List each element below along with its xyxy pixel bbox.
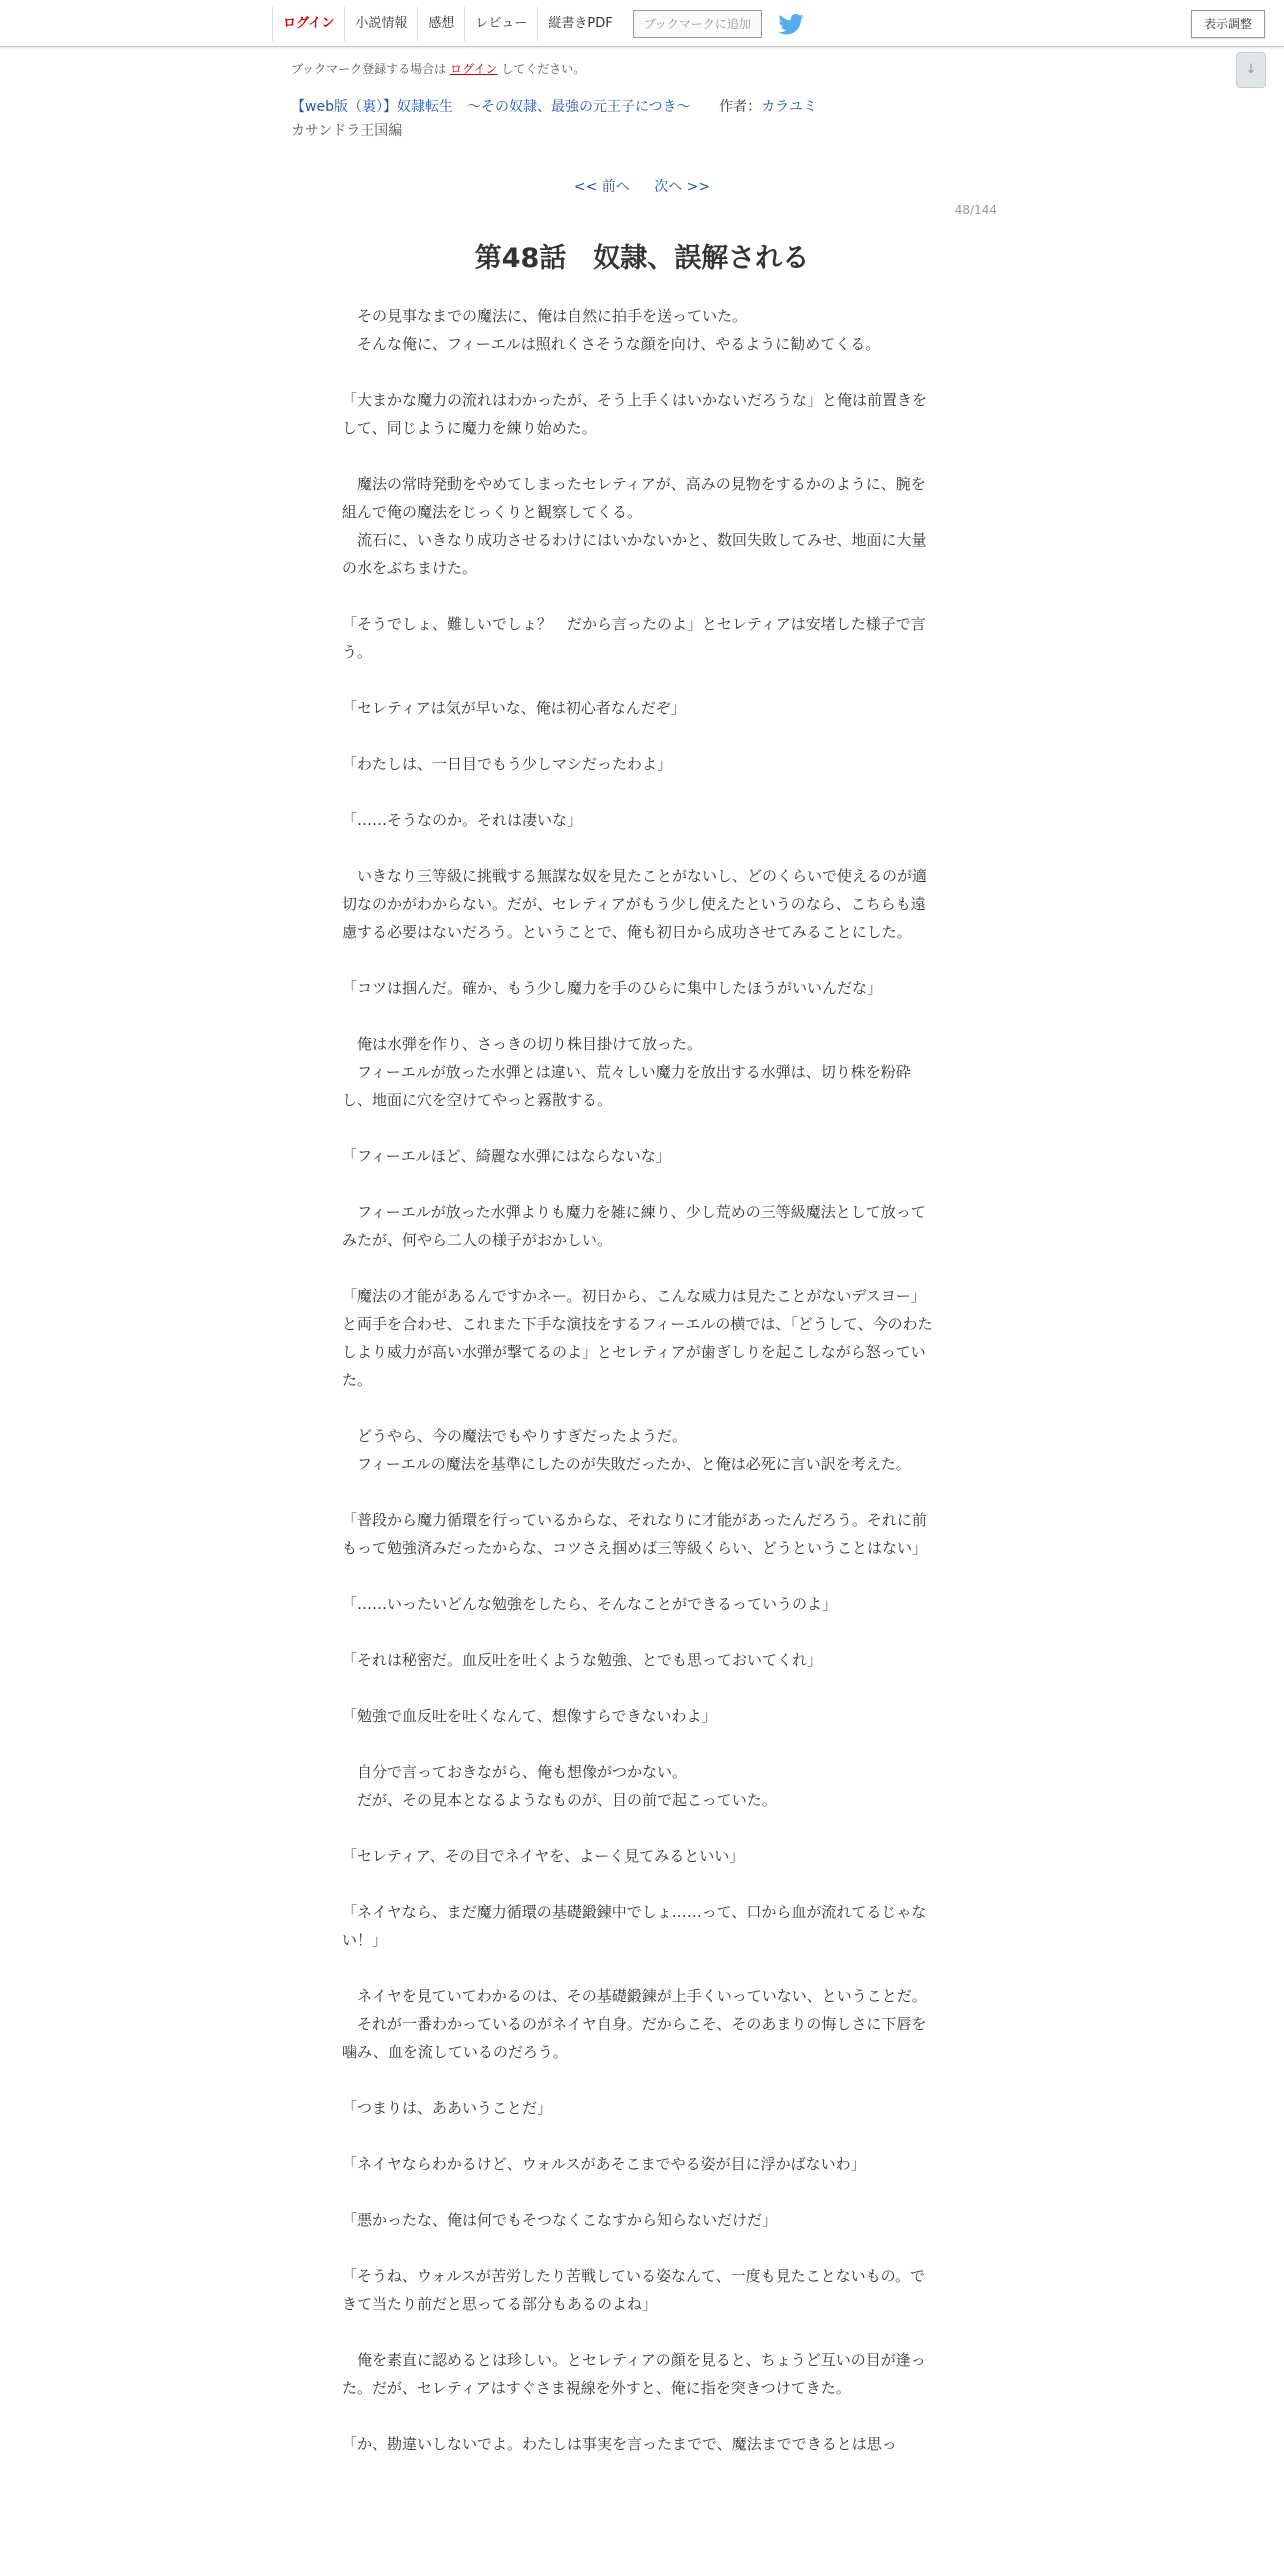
body-line: 「そうでしょ、難しいでしょ？ だから言ったのよ」とセレティアは安堵した様子で言う。	[342, 615, 926, 661]
nav-login-link[interactable]: ログイン	[272, 7, 344, 41]
prev-page-link[interactable]: << 前へ	[573, 179, 630, 195]
body-line: そんな俺に、フィーエルは照れくさそうな顔を向け、やるように勧めてくる。	[342, 335, 881, 353]
body-paragraph	[342, 1842, 938, 1870]
body-line: 「コツは掴んだ。確か、もう少し魔力を手のひらに集中したほうがいいんだな」	[342, 979, 883, 997]
body-line: 「魔法の才能があるんですかネー。初日から、こんな威力は見たことがないデスヨー」と両手を合わせ、これまた下手な演技をするフィーエルの横では、「どうして、今のわたしより威力が高い水弾が撃てるのよ」とセレティアが歯ぎしりを起こしながら怒っていた。	[342, 1287, 933, 1389]
body-line: 「セレティア、その目でネイヤを、よーく見てみるといい」	[342, 1847, 745, 1865]
top-bar	[0, 0, 1284, 47]
body-line: いきなり三等級に挑戦する無謀な奴を見たことがないし、どのくらいで使えるのが適切なのかがわからない。だが、セレティアがもう少し使えたというのなら、こちらも遠慮する必要はないだろう。ということで、俺も初日から成功させてみることにした。	[342, 867, 928, 941]
series-info	[291, 96, 817, 116]
global-nav	[272, 6, 804, 42]
scroll-down-icon[interactable]: ↓	[1236, 52, 1266, 88]
novel-body	[342, 302, 938, 2486]
body-paragraph	[342, 1198, 938, 1254]
body-paragraph	[342, 2206, 938, 2234]
login-notice-text-after: してください。	[501, 62, 586, 76]
series-title-link[interactable]: 【web版（裏）】奴隷転生 ～その奴隷、最強の元王子につき～	[291, 99, 691, 115]
author-link[interactable]: カラユミ	[761, 99, 818, 115]
author-label: 作者：	[719, 99, 762, 115]
body-paragraph	[342, 1758, 938, 1814]
body-paragraph	[342, 2150, 938, 2178]
login-notice	[291, 60, 585, 77]
body-line: だが、その見本となるようなものが、目の前で起こっていた。	[342, 1791, 777, 1809]
chapter-title: 第48話 奴隷、誤解される	[474, 243, 810, 274]
body-paragraph	[342, 1422, 938, 1478]
twitter-icon[interactable]	[778, 13, 804, 35]
body-paragraph	[342, 1282, 938, 1394]
chapter-group-title: カサンドラ王国編	[291, 123, 403, 139]
body-paragraph	[342, 386, 938, 442]
nav-vertical-pdf-link[interactable]: 縦書きPDF	[537, 7, 622, 41]
body-line: 自分で言っておきながら、俺も想像がつかない。	[342, 1763, 688, 1781]
body-line: 「普段から魔力循環を行っているからな、それなりに才能があったんだろう。それに前もって勉強済みだったからな、コツさえ掴めば三等級くらい、どうということはない」	[342, 1511, 928, 1557]
next-page-link[interactable]: 次へ >>	[654, 179, 711, 195]
pager	[0, 176, 1284, 196]
body-line: 「……そうなのか。それは凄いな」	[342, 811, 583, 829]
body-paragraph	[342, 1982, 938, 2066]
body-line: 「大まかな魔力の流れはわかったが、そう上手くはいかないだろうな」と俺は前置きをして、同じように魔力を練り始めた。	[342, 391, 928, 437]
login-notice-text: ブックマーク登録する場合は	[291, 62, 447, 76]
body-paragraph	[342, 1142, 938, 1170]
body-line: 「勉強で血反吐を吐くなんて、想像すらできないわよ」	[342, 1707, 717, 1725]
body-line: 「か、勘違いしないでよ。わたしは事実を言ったまでで、魔法までできるとは思っ	[342, 2435, 897, 2453]
add-bookmark-button[interactable]: ブックマークに追加	[633, 10, 762, 38]
body-line: フィーエルが放った水弾よりも魔力を雑に練り、少し荒めの三等級魔法として放ってみたが、何やら二人の様子がおかしい。	[342, 1203, 926, 1249]
body-paragraph	[342, 1646, 938, 1674]
body-line: 「フィーエルほど、綺麗な水弾にはならないな」	[342, 1147, 671, 1165]
body-paragraph	[342, 2094, 938, 2122]
body-line: それが一番わかっているのがネイヤ自身。だからこそ、そのあまりの悔しさに下唇を噛み、血を流しているのだろう。	[342, 2015, 927, 2061]
body-paragraph	[342, 470, 938, 582]
body-line: 「そうね、ウォルスが苦労したり苦戦している姿なんて、一度も見たことないもの。できて当たり前だと思ってる部分もあるのよね」	[342, 2267, 926, 2313]
body-line: ネイヤを見ていてわかるのは、その基礎鍛錬が上手くいっていない、ということだ。	[342, 1987, 927, 2005]
body-paragraph	[342, 862, 938, 946]
body-line: どうやら、今の魔法でもやりすぎだったようだ。	[342, 1427, 688, 1445]
body-line: 「……いったいどんな勉強をしたら、そんなことができるっていうのよ」	[342, 1595, 838, 1613]
body-line: 魔法の常時発動をやめてしまったセレティアが、高みの見物をするかのように、腕を組んで俺の魔法をじっくりと観察してくる。	[342, 475, 926, 521]
body-paragraph	[342, 1702, 938, 1730]
body-paragraph	[342, 974, 938, 1002]
body-paragraph	[342, 2262, 938, 2318]
nav-impressions-link[interactable]: 感想	[417, 7, 464, 41]
body-line: フィーエルの魔法を基準にしたのが失敗だったか、と俺は必死に言い訳を考えた。	[342, 1455, 911, 1473]
body-line: 流石に、いきなり成功させるわけにはいかないかと、数回失敗してみせ、地面に大量の水をぶちまけた。	[342, 531, 927, 577]
body-line: 俺を素直に認めるとは珍しい。とセレティアの顔を見ると、ちょうど互いの目が逢った。だが、セレティアはすぐさま視線を外すと、俺に指を突きつけてきた。	[342, 2351, 926, 2397]
body-paragraph	[342, 1506, 938, 1562]
display-settings-button[interactable]: 表示調整	[1191, 10, 1265, 38]
body-paragraph	[342, 806, 938, 834]
body-line: 「セレティアは気が早いな、俺は初心者なんだぞ」	[342, 699, 686, 717]
body-line: 「つまりは、ああいうことだ」	[342, 2099, 553, 2117]
body-paragraph	[342, 302, 938, 358]
body-line: 「わたしは、一日目でもう少しマシだったわよ」	[342, 755, 673, 773]
body-paragraph	[342, 694, 938, 722]
body-line: 「それは秘密だ。血反吐を吐くような勉強、とでも思っておいてくれ」	[342, 1651, 823, 1669]
body-paragraph	[342, 2346, 938, 2402]
body-line: 「悪かったな、俺は何でもそつなくこなすから知らないだけだ」	[342, 2211, 778, 2229]
nav-novel-info-link[interactable]: 小説情報	[344, 7, 417, 41]
nav-review-link[interactable]: レビュー	[464, 7, 537, 41]
body-paragraph	[342, 610, 938, 666]
page-count: 48/144	[954, 203, 997, 217]
body-line: 俺は水弾を作り、さっきの切り株目掛けて放った。	[342, 1035, 703, 1053]
body-line: その見事なまでの魔法に、俺は自然に拍手を送っていた。	[342, 307, 748, 325]
body-line: 「ネイヤなら、まだ魔力循環の基礎鍛錬中でしょ……って、口から血が流れてるじゃない！」	[342, 1903, 927, 1949]
body-paragraph	[342, 1030, 938, 1114]
body-paragraph	[342, 1898, 938, 1954]
body-paragraph	[342, 2430, 938, 2458]
body-line: 「ネイヤならわかるけど、ウォルスがあそこまでやる姿が目に浮かばないわ」	[342, 2155, 866, 2173]
body-paragraph	[342, 750, 938, 778]
body-line: フィーエルが放った水弾とは違い、荒々しい魔力を放出する水弾は、切り株を粉砕し、地面に穴を空けてやっと霧散する。	[342, 1063, 911, 1109]
body-paragraph	[342, 1590, 938, 1618]
login-notice-link[interactable]: ログイン	[450, 62, 498, 76]
